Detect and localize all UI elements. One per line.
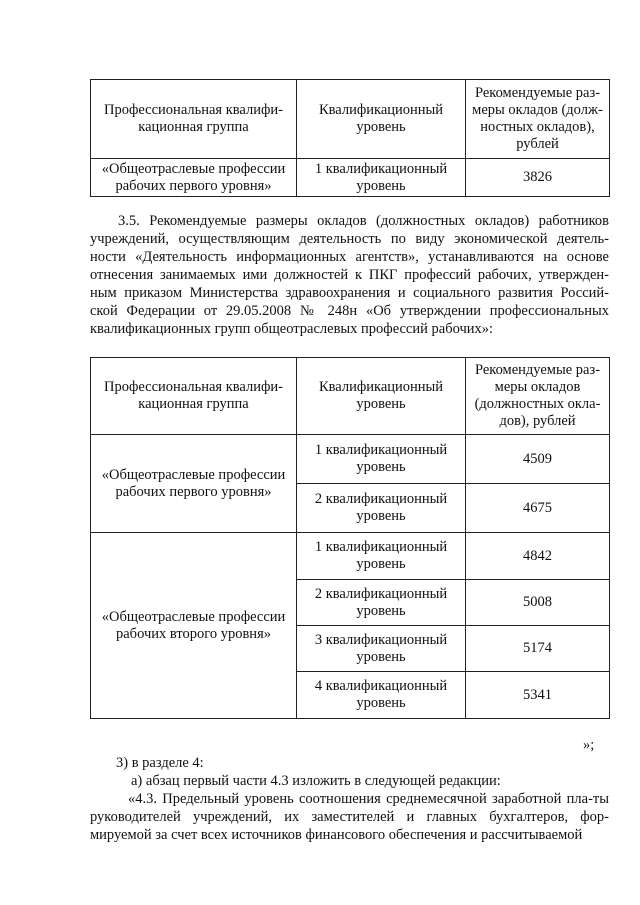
paragraph-3-5: 3.5. Рекомендуемые размеры окладов (должностных окладов) работников учреждений, осуществляющим деятельность по виду экономической деятель-ности «Деятельность информационных агентств», устанавливаются на основе отнесения занимаемых ими должностей к ПКГ профессий рабочих, утвержден-ным приказом Министерства здравоохранения и социального развития Россий-ской Федерации от 29.05.2008 № 248н «Об утверждении профессиональных квалификационных групп общеотраслевых профессий рабочих»:	[90, 213, 609, 337]
item-3: 3) в разделе 4:	[116, 755, 204, 771]
paragraph-4-3: «4.3. Предельный уровень соотношения среднемесячной заработной пла-ты руководителей учреждений, их заместителей и главных бухгалтеров, фор-мируемой за счет всех источников финансового обеспечения и рассчитываемой	[90, 791, 609, 843]
group-cell: «Общеотраслевые профессии рабочих первого уровня»	[91, 159, 297, 197]
level-cell: 1 квалификационный уровень	[297, 159, 466, 197]
header-group: Профессиональная квалифи-кационная группа	[91, 80, 297, 159]
salary-cell: 4842	[466, 533, 610, 580]
group-cell: «Общеотраслевые профессии рабочих первого уровня»	[91, 435, 297, 533]
table-row	[91, 159, 610, 197]
closing-quote: »;	[583, 737, 595, 753]
header-level: Квалификационный уровень	[297, 358, 466, 435]
group-cell: «Общеотраслевые профессии рабочих второго уровня»	[91, 533, 297, 719]
header-salary: Рекомендуемые раз-меры окладов (должностных окла-дов), рублей	[466, 358, 610, 435]
salary-cell: 5008	[466, 580, 610, 626]
level-cell: 3 квалификационный уровень	[297, 626, 466, 672]
salary-cell: 3826	[466, 159, 610, 197]
level-cell: 1 квалификационный уровень	[297, 435, 466, 484]
level-cell: 1 квалификационный уровень	[297, 533, 466, 580]
table-row	[91, 435, 610, 484]
item-a: а) абзац первый части 4.3 изложить в следующей редакции:	[131, 773, 501, 789]
table-2-header-row	[91, 358, 610, 435]
level-cell: 2 квалификационный уровень	[297, 580, 466, 626]
header-group: Профессиональная квалифи-кационная группа	[91, 358, 297, 435]
salary-cell: 4675	[466, 484, 610, 533]
header-salary: Рекомендуемые раз-меры окладов (долж-ностных окладов), рублей	[466, 80, 610, 159]
salary-cell: 4509	[466, 435, 610, 484]
salary-cell: 5174	[466, 626, 610, 672]
salary-cell: 5341	[466, 672, 610, 719]
level-cell: 4 квалификационный уровень	[297, 672, 466, 719]
table-1	[90, 79, 610, 197]
level-cell: 2 квалификационный уровень	[297, 484, 466, 533]
table-row	[91, 533, 610, 580]
table-1-header-row	[91, 80, 610, 159]
header-level: Квалификационный уровень	[297, 80, 466, 159]
table-2	[90, 357, 610, 719]
